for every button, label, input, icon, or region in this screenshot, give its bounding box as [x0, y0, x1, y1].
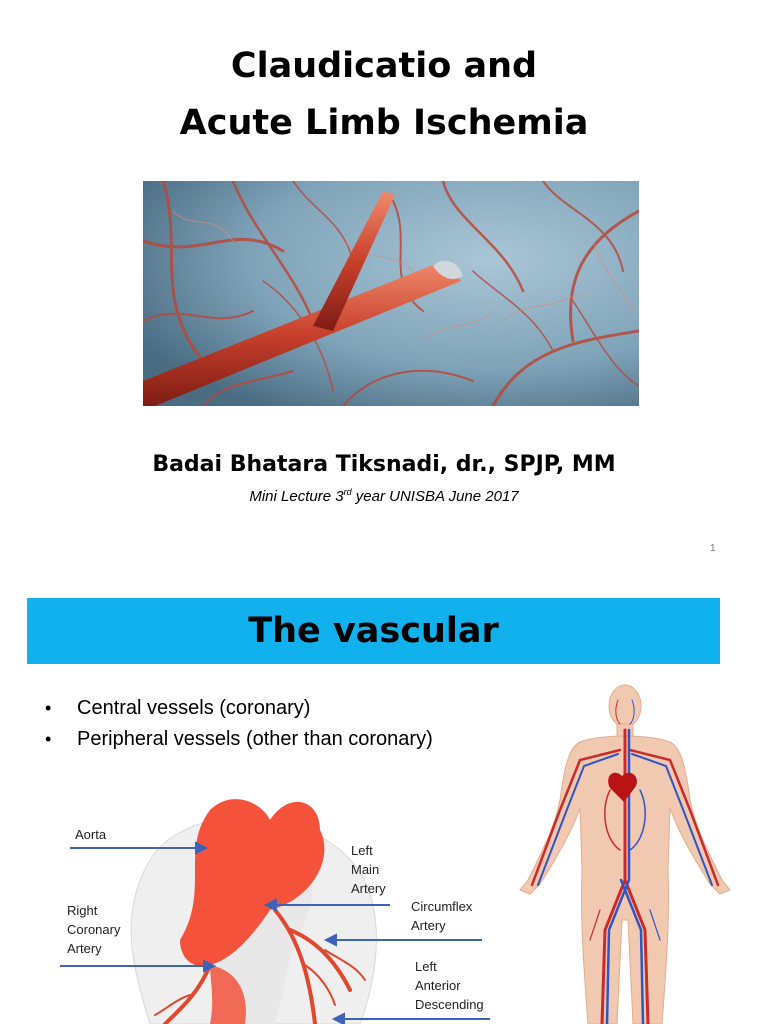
human-circulatory-system-figure: [510, 680, 740, 1024]
bullet-icon: •: [45, 698, 52, 718]
label-line: Coronary: [67, 922, 121, 937]
bullet-text: Peripheral vessels (other than coronary): [77, 728, 433, 750]
slide-title-line-1: Claudicatio and: [230, 46, 538, 86]
bullet-text: Central vessels (coronary): [77, 697, 311, 719]
label-line: Main: [351, 862, 380, 877]
label-line: Descending: [415, 997, 484, 1012]
label-line: Artery: [67, 941, 102, 956]
subtitle-text-end: year UNISBA June 2017: [351, 488, 519, 505]
label-line: Anterior: [415, 978, 461, 993]
label-line: Left: [415, 959, 437, 974]
slide-2-title: The vascular: [248, 611, 499, 651]
label-left-main-artery: [351, 841, 386, 898]
slide-title-line-2: Acute Limb Ischemia: [179, 103, 589, 143]
bullet-item: [45, 693, 433, 724]
label-line: Right: [67, 903, 98, 918]
author-name: Badai Bhatara Tiksnadi, dr., SPJP, MM: [152, 452, 616, 477]
label-line: Left: [351, 843, 373, 858]
label-line: Artery: [411, 918, 446, 933]
bullet-item: [45, 724, 433, 755]
label-aorta: Aorta: [75, 827, 107, 842]
label-right-coronary-artery: [67, 901, 120, 958]
subtitle-text: Mini Lecture 3: [249, 488, 344, 505]
bullet-icon: •: [45, 729, 52, 749]
lecture-subtitle: [0, 487, 768, 505]
subtitle-superscript: rd: [343, 487, 352, 497]
label-line: Artery: [351, 881, 386, 896]
blood-vessels-image: [143, 181, 639, 406]
bullet-list: [45, 693, 433, 755]
label-left-anterior-descending: [415, 957, 484, 1014]
page-number: 1: [710, 543, 716, 554]
label-circumflex-artery: [411, 897, 472, 935]
label-line: Circumflex: [411, 899, 473, 914]
